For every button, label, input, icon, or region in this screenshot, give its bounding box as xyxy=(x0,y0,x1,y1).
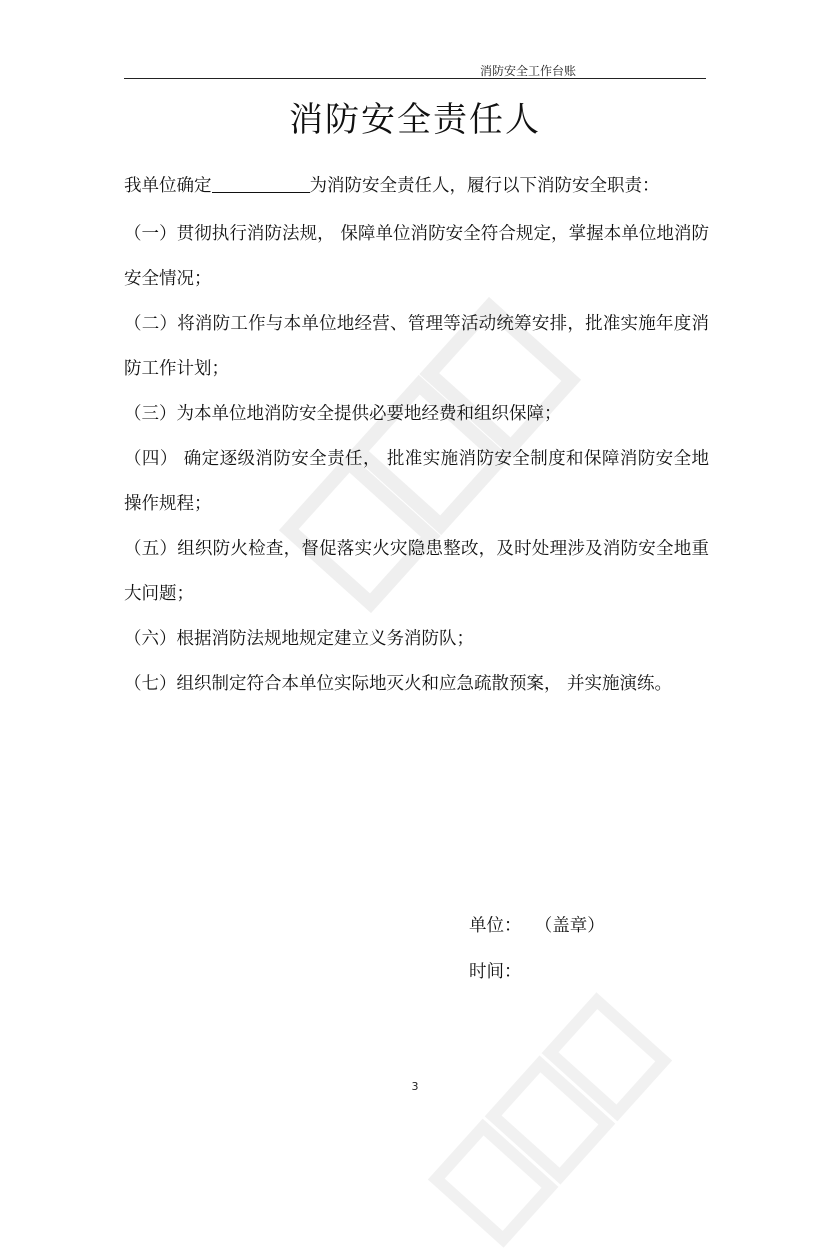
clause-5: （五）组织防火检查，督促落实火灾隐患整改，及时处理涉及消防安全地重大问题； xyxy=(124,539,709,604)
clause-6: （六）根据消防法规地规定建立义务消防队； xyxy=(124,629,474,649)
intro-before-blank: 我单位确定 xyxy=(124,176,212,196)
duty-clauses xyxy=(124,212,709,707)
clause-2: （二）将消防工作与本单位地经营、管理等活动统筹安排，批准实施年度消防工作计划； xyxy=(124,314,709,379)
intro-after-blank: 为消防安全责任人，履行以下消防安全职责： xyxy=(309,176,660,196)
page-title: 消防安全责任人 xyxy=(289,100,541,140)
header-rule xyxy=(124,78,706,79)
name-blank-line xyxy=(212,174,310,193)
page-number: 3 xyxy=(411,1080,419,1093)
clause-4: （四） 确定逐级消防安全责任， 批准实施消防安全制度和保障消防安全地操作规程； xyxy=(124,449,709,514)
unit-label: 单位： xyxy=(469,916,522,936)
signature-time xyxy=(469,958,522,983)
clause-3: （三）为本单位地消防安全提供必要地经费和组织保障； xyxy=(124,404,562,424)
seal-note: （盖章） xyxy=(543,916,605,936)
running-header: 消防安全工作台账 xyxy=(480,64,577,78)
clause-1: （一）贯彻执行消防法规， 保障单位消防安全符合规定，掌握本单位地消防安全情况； xyxy=(124,224,709,289)
watermark-graphic-bottom xyxy=(418,983,681,1257)
clause-7: （七）组织制定符合本单位实际地灭火和应急疏散预案， 并实施演练。 xyxy=(124,674,673,694)
signature-unit xyxy=(469,912,605,937)
time-label: 时间： xyxy=(469,962,522,982)
intro-line xyxy=(124,172,724,197)
